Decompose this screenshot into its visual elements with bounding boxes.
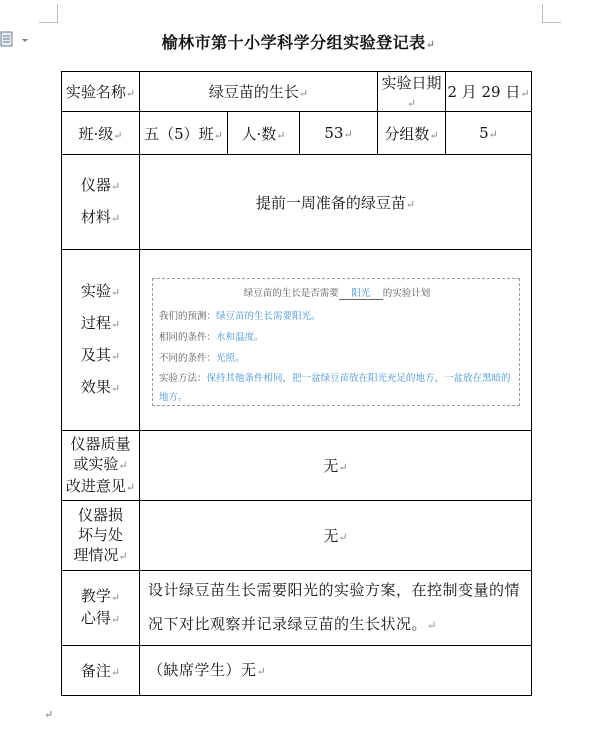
row-damage [62, 501, 532, 571]
plan-title-blank: 阳光 [339, 285, 383, 300]
quality-value[interactable]: 无↵ [140, 431, 532, 501]
registration-table [61, 71, 532, 696]
teaching-label: 教学↵ 心得↵ [62, 571, 140, 646]
paragraph-mark: ↵ [44, 708, 54, 721]
row-class-info [62, 112, 532, 155]
remarks-value[interactable]: （缺席学生）无↵ [140, 646, 532, 696]
damage-value[interactable]: 无↵ [140, 501, 532, 571]
row-experiment-name [62, 72, 532, 112]
row-quality [62, 431, 532, 501]
materials-value[interactable]: 提前一周准备的绿豆苗↵ [140, 155, 532, 250]
page-corner-mark-top-left [39, 4, 58, 23]
process-value[interactable] [140, 250, 532, 431]
plan-title: 绿豆苗的生长是否需要 阳光 的实验计划 [159, 285, 515, 300]
quality-label: 仪器质量 或实验↵ 改进意见↵ [62, 431, 140, 501]
materials-label: 仪器↵ 材料↵ [62, 155, 140, 250]
class-label: 班·级↵ [62, 112, 140, 155]
damage-label: 仪器损 坏与处 理情况↵ [62, 501, 140, 571]
class-value[interactable]: 五（5）班↵ [140, 112, 228, 155]
teaching-value[interactable]: 设计绿豆苗生长需要阳光的实验方案，在控制变量的情况下对比观察并记录绿豆苗的生长状况。↵ [140, 571, 532, 646]
plan-same-conditions: 相同的条件：水和温度。 [159, 332, 264, 343]
experiment-plan-sheet [152, 278, 520, 406]
page-title: 榆林市第十小学科学分组实验登记表↵ [161, 33, 436, 52]
experiment-name-value[interactable]: 绿豆苗的生长↵ [140, 72, 378, 112]
plan-different-conditions: 不同的条件：光照。 [159, 353, 245, 364]
row-teaching [62, 571, 532, 646]
count-label: 人·数↵ [228, 112, 300, 155]
plan-method: 实验方法：保持其他条件相同，把一盆绿豆苗放在阳光充足的地方，一盆放在黑暗的地方。 [159, 373, 511, 403]
page-corner-mark-top-right [542, 4, 561, 23]
row-process [62, 250, 532, 431]
remarks-label: 备注↵ [62, 646, 140, 696]
row-materials [62, 155, 532, 250]
process-label: 实验↵ 过程↵ 及其↵ 效果↵ [62, 250, 140, 431]
experiment-name-label: 实验名称↵ [62, 72, 140, 112]
experiment-date-value[interactable]: 2 月 29 日↵ [446, 72, 532, 112]
groups-value[interactable]: 5↵ [446, 112, 532, 155]
plan-prediction: 我们的预测：绿豆苗的生长需要阳光。 [159, 311, 321, 322]
groups-label: 分组数↵ [378, 112, 446, 155]
row-remarks [62, 646, 532, 696]
experiment-date-label: 实验日期↵ [378, 72, 446, 112]
count-value[interactable]: 53↵ [300, 112, 378, 155]
experiment-plan-image [148, 270, 523, 410]
